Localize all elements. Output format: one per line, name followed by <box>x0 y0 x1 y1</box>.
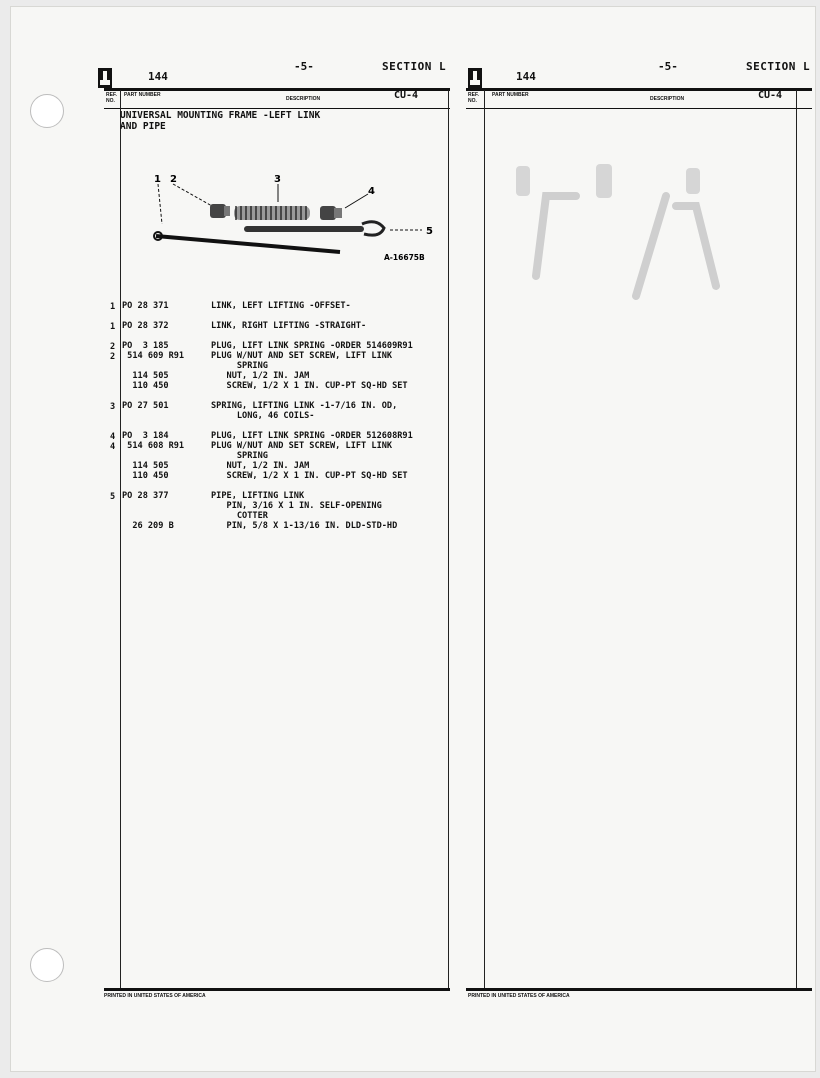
part-description: LINK, LEFT LIFTING -OFFSET- <box>211 301 351 311</box>
part-description: PLUG, LIFT LINK SPRING -ORDER 514609R91 <box>211 341 413 351</box>
exploded-parts-illustration <box>140 166 440 276</box>
pipe-5-shape <box>244 222 384 235</box>
part-description: SCREW, 1/2 X 1 IN. CUP-PT SQ-HD SET <box>211 381 408 391</box>
catalog-code: CU-4 <box>758 90 783 101</box>
part-number: 514 608 R91 <box>122 441 185 451</box>
ref-no: 4 <box>110 432 116 442</box>
callout-3: 3 <box>274 174 281 185</box>
part-description: PIPE, LIFTING LINK <box>211 491 305 501</box>
callout-4: 4 <box>368 186 375 197</box>
ih-logo-icon <box>468 68 482 88</box>
section-label: SECTION L <box>746 60 811 73</box>
section-title-line2: AND PIPE <box>120 121 166 132</box>
footer-rule <box>104 988 450 991</box>
ref-no: 4 <box>110 442 116 452</box>
printed-in-usa: PRINTED IN UNITED STATES OF AMERICA <box>468 993 570 999</box>
part-number: PO 28 377 <box>122 491 169 501</box>
footer-rule <box>466 988 812 991</box>
part-number: PO 3 184 <box>122 431 169 441</box>
catalog-code: CU-4 <box>394 90 419 101</box>
page-number: 144 <box>148 70 168 83</box>
callout-leader-4 <box>345 194 368 208</box>
left-page <box>10 6 450 1072</box>
callout-leader-1 <box>158 184 162 224</box>
page-right-border <box>448 90 449 990</box>
col-description: DESCRIPTION <box>650 96 685 102</box>
callout-1: 1 <box>154 174 161 185</box>
column-header-rule <box>104 108 450 109</box>
part-number: 110 450 <box>122 381 169 391</box>
ref-no: 1 <box>110 302 116 312</box>
plug-4-shape <box>320 206 342 220</box>
part-number: 114 505 <box>122 371 169 381</box>
part-description: PLUG, LIFT LINK SPRING -ORDER 512608R91 <box>211 431 413 441</box>
spring-3-shape <box>234 206 310 220</box>
sheet-number: -5- <box>294 60 314 73</box>
ref-no: 1 <box>110 322 116 332</box>
part-number: PO 3 185 <box>122 341 169 351</box>
ref-no: 2 <box>110 352 116 362</box>
part-description: NUT, 1/2 IN. JAM <box>211 371 310 381</box>
part-number: 114 505 <box>122 461 169 471</box>
printed-in-usa: PRINTED IN UNITED STATES OF AMERICA <box>104 993 206 999</box>
link-1-shape <box>154 232 340 252</box>
part-description: PIN, 5/8 X 1-13/16 IN. DLD-STD-HD <box>211 521 398 531</box>
col-ref-no: REF. NO. <box>468 92 479 104</box>
part-number: 110 450 <box>122 471 169 481</box>
part-description: PLUG W/NUT AND SET SCREW, LIFT LINK <box>211 441 393 451</box>
column-header-rule <box>466 108 812 109</box>
ref-no: 5 <box>110 492 116 502</box>
part-description: LINK, RIGHT LIFTING -STRAIGHT- <box>211 321 367 331</box>
col-ref-no: REF. NO. <box>106 92 117 104</box>
part-number: PO 27 501 <box>122 401 169 411</box>
part-description: SPRING, LIFTING LINK -1-7/16 IN. OD, <box>211 401 398 411</box>
section-title-line1: UNIVERSAL MOUNTING FRAME -LEFT LINK <box>120 110 321 121</box>
part-number: PO 28 372 <box>122 321 169 331</box>
callout-5: 5 <box>426 226 433 237</box>
part-description: PLUG W/NUT AND SET SCREW, LIFT LINK <box>211 351 393 361</box>
ref-no: 2 <box>110 342 116 352</box>
callout-2: 2 <box>170 174 177 185</box>
figure-id: A-16675B <box>384 253 425 262</box>
part-number: 514 609 R91 <box>122 351 185 361</box>
part-description: COTTER <box>211 511 268 521</box>
ref-column-divider <box>120 90 121 990</box>
col-part-number: PART NUMBER <box>124 92 161 98</box>
part-description: SPRING <box>211 451 268 461</box>
callout-leader-2 <box>173 184 212 206</box>
col-description: DESCRIPTION <box>286 96 321 102</box>
part-number: PO 28 371 <box>122 301 169 311</box>
sheet-number: -5- <box>658 60 678 73</box>
ref-no: 3 <box>110 402 116 412</box>
col-part-number: PART NUMBER <box>492 92 529 98</box>
part-description: LONG, 46 COILS- <box>211 411 315 421</box>
page-number: 144 <box>516 70 536 83</box>
part-description: SCREW, 1/2 X 1 IN. CUP-PT SQ-HD SET <box>211 471 408 481</box>
part-description: NUT, 1/2 IN. JAM <box>211 461 310 471</box>
plug-2-shape <box>210 204 230 218</box>
part-description: SPRING <box>211 361 268 371</box>
right-page <box>456 6 812 1072</box>
bleed-through-illustration <box>476 146 796 306</box>
ih-logo-icon <box>98 68 112 88</box>
part-description: PIN, 3/16 X 1 IN. SELF-OPENING <box>211 501 382 511</box>
part-number: 26 209 B <box>122 521 174 531</box>
parts-catalog-sheet <box>10 6 816 1072</box>
section-label: SECTION L <box>382 60 447 73</box>
page-right-border <box>796 90 797 990</box>
